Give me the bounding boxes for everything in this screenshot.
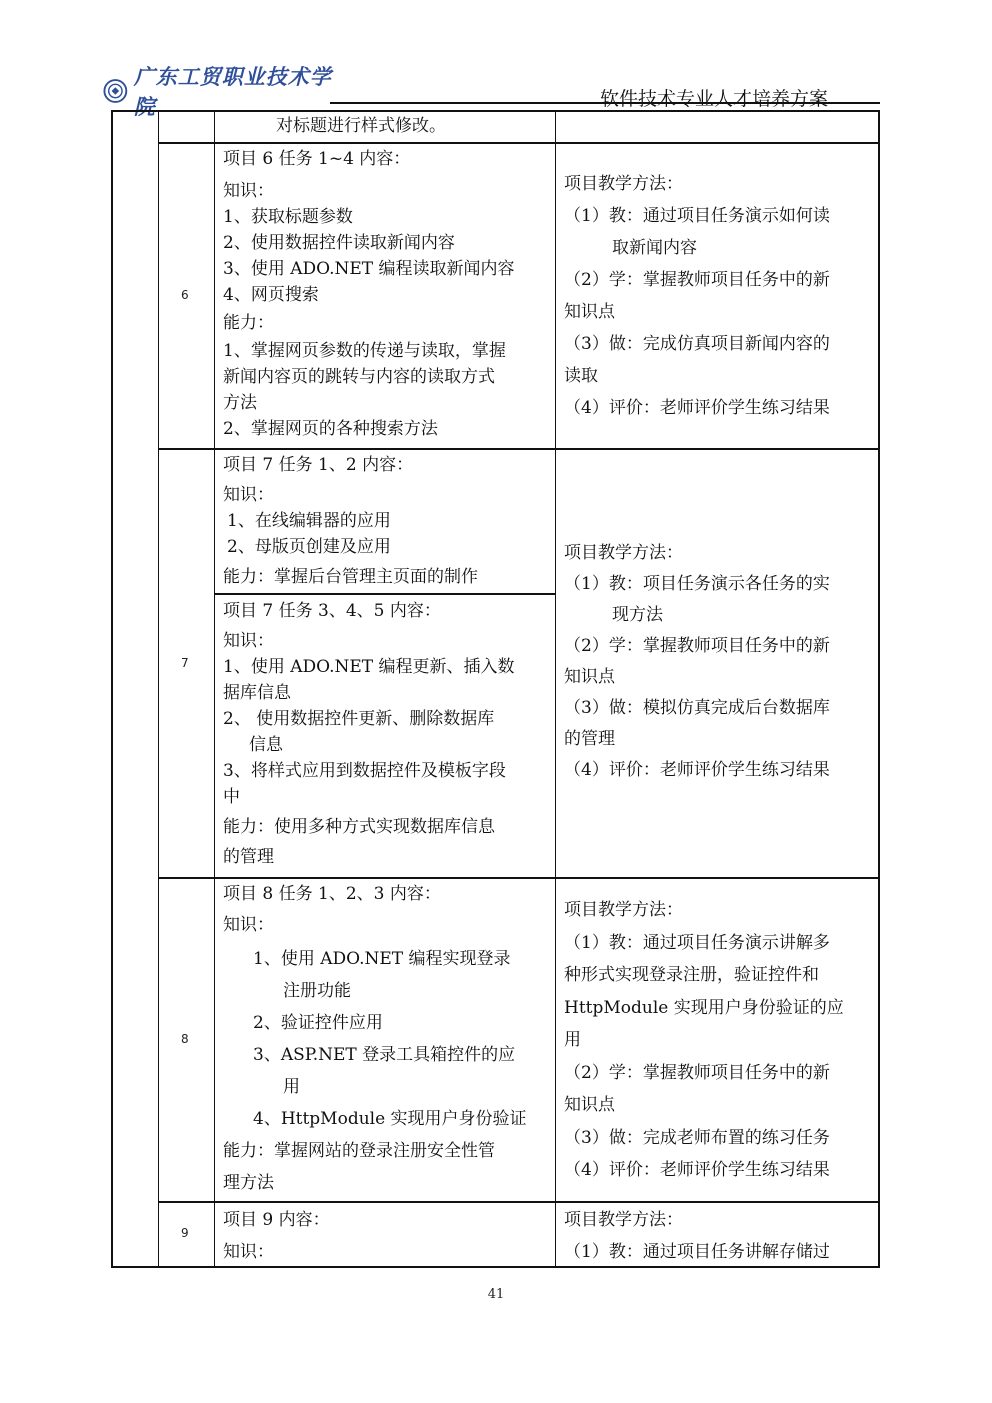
- list-item: 1、使用 ADO.NET 编程更新、插入数: [223, 657, 515, 677]
- list-item: （3）做：完成仿真项目新闻内容的: [564, 334, 830, 354]
- list-item: 知识：: [223, 915, 274, 935]
- row7-content-a: [223, 452, 553, 590]
- row-divider: [158, 1201, 880, 1203]
- list-item: 中: [223, 787, 240, 807]
- list-item: （3）做：模拟仿真完成后台数据库: [564, 698, 830, 718]
- list-item: （4）评价：老师评价学生练习结果: [564, 398, 830, 418]
- list-item: 读取: [564, 366, 598, 386]
- row7-method: [564, 538, 878, 786]
- list-item: 项目 7 任务 3、4、5 内容：: [223, 601, 441, 621]
- school-emblem-icon: [103, 78, 128, 104]
- row6-method: [564, 168, 878, 424]
- row-divider: [158, 448, 880, 450]
- page-number: 41: [487, 1287, 505, 1302]
- list-item: 项目教学方法：: [564, 900, 683, 920]
- list-item: 4、HttpModule 实现用户身份验证: [253, 1109, 527, 1129]
- list-item: 方法: [223, 393, 257, 413]
- column-divider: [158, 110, 159, 1268]
- list-item: 3、使用 ADO.NET 编程读取新闻内容: [223, 259, 515, 279]
- list-item: 信息: [249, 735, 283, 755]
- list-item: 2、掌握网页的各种搜索方法: [223, 419, 438, 439]
- list-item: 能力：: [223, 313, 274, 333]
- list-item: 知识点: [564, 667, 615, 687]
- page-header: [0, 0, 992, 119]
- list-item: （2）学：掌握教师项目任务中的新: [564, 1062, 830, 1083]
- list-item: HttpModule 实现用户身份验证的应: [564, 997, 844, 1018]
- list-item: （4）评价：老师评价学生练习结果: [564, 760, 830, 780]
- list-item: 据库信息: [223, 683, 291, 703]
- list-item: 能力：掌握网站的登录注册安全性管: [223, 1141, 495, 1161]
- row9-content: [223, 1204, 553, 1268]
- list-item: 项目 8 任务 1、2、3 内容：: [223, 884, 441, 904]
- column-divider: [555, 110, 556, 1268]
- list-item: （1）教：项目任务演示各任务的实: [564, 574, 830, 594]
- list-item: 3、将样式应用到数据控件及模板字段: [223, 761, 506, 781]
- list-item: 2、使用数据控件读取新闻内容: [223, 233, 455, 253]
- list-item: 知识：: [223, 1242, 274, 1262]
- list-item: 1、掌握网页参数的传递与读取，掌握: [223, 341, 506, 361]
- list-item: 项目教学方法：: [564, 174, 683, 194]
- list-item: （3）做：完成老师布置的练习任务: [564, 1127, 830, 1148]
- list-item: 能力：掌握后台管理主页面的制作: [223, 567, 478, 587]
- continuation-text: 对标题进行样式修改。: [276, 116, 446, 136]
- row9-method: [564, 1204, 878, 1268]
- row-number: 9: [181, 1226, 189, 1240]
- row7-content-b: [223, 598, 553, 870]
- list-item: 用: [283, 1077, 300, 1097]
- curriculum-table: [111, 110, 880, 1268]
- list-item: 2、 使用数据控件更新、删除数据库: [223, 709, 495, 729]
- school-logo: [103, 64, 343, 119]
- list-item: 4、网页搜索: [223, 285, 319, 305]
- list-item: 项目 7 任务 1、2 内容：: [223, 455, 414, 475]
- list-item: 知识：: [223, 631, 274, 651]
- list-item: 2、母版页创建及应用: [227, 537, 391, 557]
- row-divider: [158, 877, 880, 879]
- list-item: （1）教：通过项目任务讲解存储过: [564, 1242, 830, 1262]
- list-item: 知识点: [564, 302, 615, 322]
- list-item: 项目 9 内容：: [223, 1210, 330, 1230]
- list-item: 的管理: [223, 847, 274, 867]
- list-item: （1）教：通过项目任务演示如何读: [564, 206, 830, 226]
- header-divider: [330, 102, 880, 104]
- list-item: （2）学：掌握教师项目任务中的新: [564, 270, 830, 290]
- list-item: 知识：: [223, 485, 274, 505]
- row-divider: [158, 142, 880, 144]
- school-name: 广东工贸职业技术学院: [133, 64, 332, 119]
- list-item: （2）学：掌握教师项目任务中的新: [564, 636, 830, 656]
- list-item: 1、使用 ADO.NET 编程实现登录: [253, 949, 511, 969]
- list-item: 1、获取标题参数: [223, 207, 353, 227]
- list-item: 2、验证控件应用: [253, 1013, 383, 1033]
- list-item: 项目 6 任务 1~4 内容：: [223, 149, 411, 169]
- row8-content: [223, 881, 553, 1199]
- list-item: 现方法: [612, 605, 663, 625]
- row-number: 8: [181, 1032, 189, 1046]
- document-title: 软件技术专业人才培养方案: [600, 88, 829, 110]
- list-item: 项目教学方法：: [564, 543, 683, 563]
- row8-method: [564, 894, 878, 1187]
- row6-content: [223, 146, 553, 442]
- list-item: 注册功能: [283, 981, 351, 1001]
- list-item: 3、ASP.NET 登录工具箱控件的应: [253, 1045, 516, 1065]
- column-divider: [214, 110, 215, 1268]
- list-item: 种形式实现登录注册，验证控件和: [564, 965, 819, 985]
- list-item: 取新闻内容: [612, 238, 697, 258]
- list-item: 新闻内容页的跳转与内容的读取方式: [223, 367, 495, 387]
- list-item: 项目教学方法：: [564, 1210, 683, 1230]
- list-item: 的管理: [564, 729, 615, 749]
- row-number: 6: [181, 288, 189, 302]
- list-item: 知识点: [564, 1095, 615, 1115]
- list-item: 能力：使用多种方式实现数据库信息: [223, 817, 495, 837]
- row-number: 7: [181, 656, 189, 670]
- row-divider: [214, 593, 555, 595]
- list-item: 知识：: [223, 181, 274, 201]
- list-item: （4）评价：老师评价学生练习结果: [564, 1160, 830, 1180]
- list-item: 理方法: [223, 1173, 274, 1193]
- list-item: 1、在线编辑器的应用: [227, 511, 391, 531]
- list-item: 用: [564, 1030, 581, 1050]
- list-item: （1）教：通过项目任务演示讲解多: [564, 932, 830, 953]
